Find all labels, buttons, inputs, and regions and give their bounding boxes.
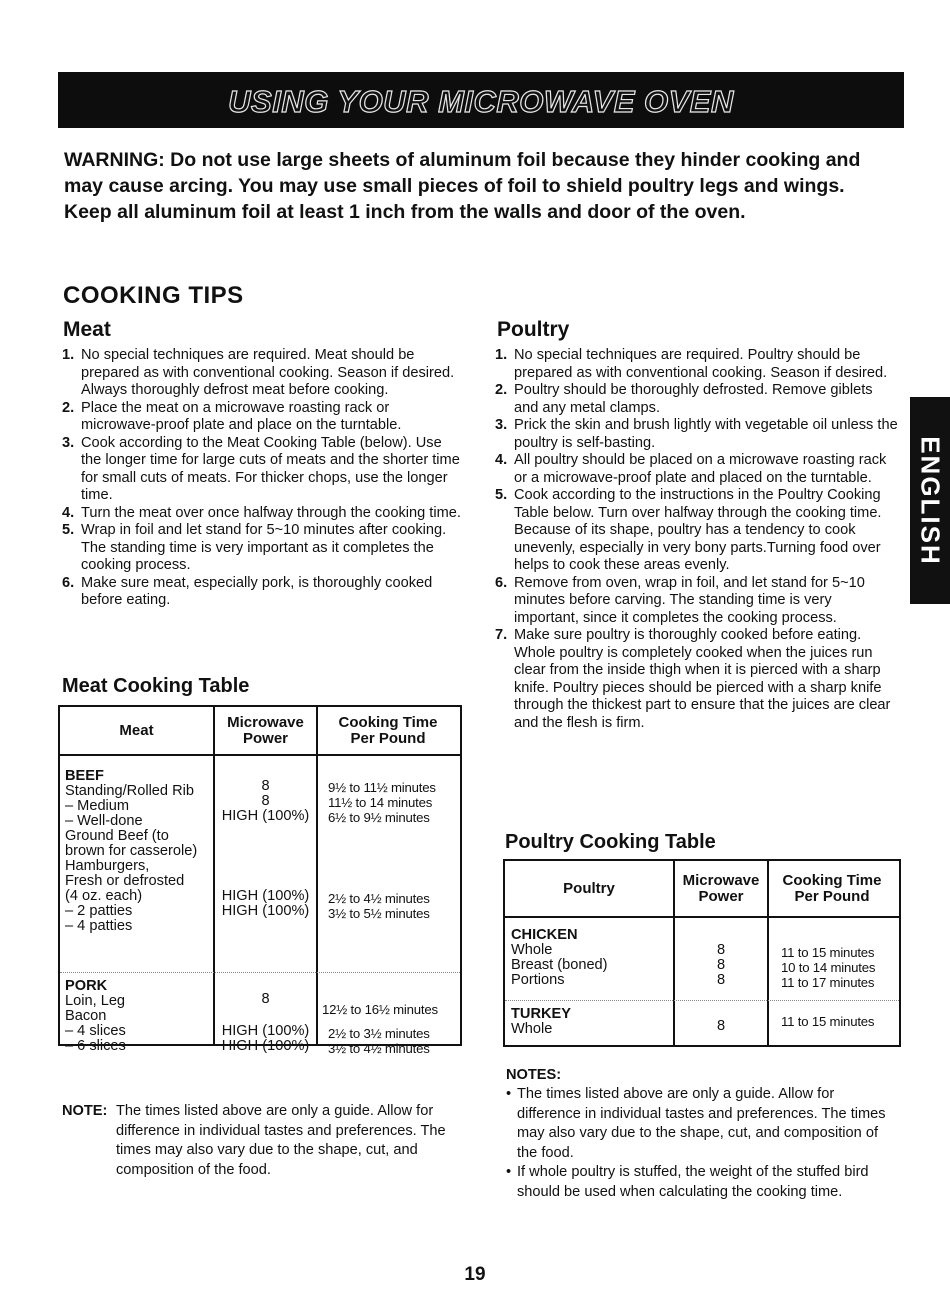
poultry-cooking-table — [503, 859, 901, 1047]
list-item — [62, 575, 462, 610]
list-item — [62, 435, 462, 505]
item-number: 4. — [495, 452, 508, 468]
note-label: NOTE: — [62, 1103, 108, 1119]
table-cell: Standing/Rolled Rib — [65, 783, 194, 799]
item-number: 3. — [62, 434, 75, 451]
column-divider — [767, 861, 769, 1045]
list-item — [62, 347, 462, 400]
meat-note — [62, 1102, 452, 1180]
note-text: The times listed above are only a guide. Allow for difference in individual tastes and preferences. The times may also vary due to the shape, cut, and composition of the food. — [116, 1103, 446, 1178]
poultry-table-heading: Poultry Cooking Table — [505, 831, 716, 853]
meat-heading: Meat — [63, 318, 111, 341]
table-cell: Ground Beef (to — [65, 828, 169, 844]
list-item — [495, 417, 900, 452]
table-cell: Bacon — [65, 1008, 107, 1024]
meat-cooking-table — [58, 705, 462, 1056]
item-text: Wrap in foil and let stand for 5~10 minutes after cooking. The standing time is very important as it completes the cooking process. — [81, 522, 447, 573]
row-divider — [60, 972, 460, 973]
table-cell: 8 — [716, 957, 726, 973]
table-cell: HIGH (100%) — [221, 1038, 310, 1054]
item-text: Cook according to the Meat Cooking Table (below). Use the longer time for large cuts of meats and the shorter time for small cuts of meats. For thicker chops, use the longer time. — [81, 434, 460, 503]
col-header-meat: Meat — [119, 722, 154, 739]
table-cell: 12½ to 16½ minutes — [322, 1002, 438, 1017]
poultry-notes-list — [506, 1085, 896, 1202]
chicken-label: CHICKEN — [511, 927, 578, 943]
table-cell: HIGH (100%) — [221, 1023, 310, 1039]
header-divider — [505, 916, 899, 918]
col-header-power: Microwave Power — [682, 872, 760, 905]
table-cell: Fresh or defrosted — [65, 873, 185, 889]
table-cell: 11 to 17 minutes — [781, 975, 875, 990]
table-cell: HIGH (100%) — [221, 808, 310, 824]
warning-text: WARNING: Do not use large sheets of aluminum foil because they hinder cooking and may cause arcing. You may use small pieces of foil to shield poultry legs and wings. Keep all aluminum foil at least 1 inch from the walls and door of the oven. — [64, 149, 861, 223]
table-cell: – Well-done — [65, 813, 143, 829]
section-title: COOKING TIPS — [63, 282, 244, 309]
table-cell: HIGH (100%) — [221, 903, 310, 919]
item-text: Turn the meat over once halfway through the cooking time. — [81, 504, 461, 521]
item-number: 2. — [62, 399, 75, 416]
col-header-poultry: Poultry — [563, 880, 615, 897]
item-text: Poultry should be thoroughly defrosted. Remove giblets and any metal clamps. — [514, 382, 873, 416]
page-number: 19 — [464, 1264, 486, 1285]
table-cell: 11½ to 14 minutes — [328, 795, 433, 810]
table-cell: – 6 slices — [65, 1038, 126, 1054]
beef-label: BEEF — [65, 768, 104, 784]
item-text: Make sure poultry is thoroughly cooked before eating. Whole poultry is completely cooked when the juices run clear from the inside thigh when it is pierced with a sharp knife. Poultry pieces should be pierced with a sharp knife through the thickest part to ensure that the juices are clear and the flesh is firm. — [514, 627, 891, 731]
note-text: The times listed above are only a guide. Allow for difference in individual tastes and preferences. The times may also vary due to the shape, cut, and composition of the food. — [517, 1086, 886, 1161]
item-text: No special techniques are required. Poultry should be prepared as with conventional cooking. Season if desired. — [514, 347, 888, 381]
list-item — [495, 347, 900, 382]
item-number: 2. — [495, 382, 508, 398]
item-number: 1. — [495, 347, 508, 363]
table-cell: Portions — [511, 972, 565, 988]
table-cell: brown for casserole) — [65, 843, 198, 859]
list-item — [495, 575, 900, 628]
item-text: No special techniques are required. Meat should be prepared as with conventional cooking. Season if desired. Always thoroughly defrost meat before cooking. — [81, 347, 455, 398]
item-text: Remove from oven, wrap in foil, and let stand for 5~10 minutes before carving. The standing time is very important, since it completes the cooking process. — [514, 574, 865, 626]
table-cell: 8 — [261, 991, 270, 1007]
pork-label: PORK — [65, 978, 108, 994]
turkey-label: TURKEY — [511, 1006, 571, 1022]
list-item — [495, 627, 900, 732]
item-number: 4. — [62, 504, 75, 521]
table-cell: 2½ to 3½ minutes — [328, 1026, 430, 1041]
table-cell: 11 to 15 minutes — [781, 1014, 875, 1029]
col-header-power: Microwave Power — [227, 714, 304, 747]
item-text: All poultry should be placed on a microwave roasting rack or a microwave-proof plate and placed on the turntable. — [514, 452, 887, 486]
poultry-heading: Poultry — [497, 318, 570, 341]
table-cell: HIGH (100%) — [221, 888, 310, 904]
list-item — [62, 505, 462, 523]
table-cell: Whole — [511, 1021, 553, 1037]
item-text: Make sure meat, especially pork, is thoroughly cooked before eating. — [81, 574, 433, 608]
side-tab-label: ENGLISH — [915, 435, 946, 566]
item-text: Place the meat on a microwave roasting rack or microwave-proof plate and place on the turntable. — [81, 399, 402, 433]
item-number: 1. — [62, 347, 75, 363]
list-item — [495, 487, 900, 575]
item-number: 5. — [495, 487, 508, 503]
table-cell: 2½ to 4½ minutes — [328, 891, 430, 906]
item-number: 6. — [495, 574, 508, 591]
table-cell: 9½ to 11½ minutes — [328, 780, 436, 795]
meat-table-heading: Meat Cooking Table — [62, 675, 250, 697]
header-divider — [60, 754, 460, 756]
col-header-time: Cooking Time Per Pound — [338, 714, 438, 747]
item-number: 6. — [62, 574, 75, 591]
table-cell: 11 to 15 minutes — [781, 945, 875, 960]
table-cell: – 4 slices — [65, 1023, 126, 1039]
table-cell: – 2 patties — [65, 903, 133, 919]
table-cell: Loin, Leg — [65, 993, 126, 1009]
list-item — [62, 522, 462, 575]
list-item — [495, 452, 900, 487]
list-item — [62, 400, 462, 435]
row-divider — [505, 1000, 899, 1001]
list-item — [506, 1163, 896, 1202]
table-cell: 8 — [716, 1018, 726, 1034]
note-text: If whole poultry is stuffed, the weight of the stuffed bird should be used when calculating the cooking time. — [517, 1164, 869, 1200]
item-text: Cook according to the instructions in the Poultry Cooking Table below. Turn over halfway through the cooking time. Because of its shape, poultry has a tendency to cook unevenly, especially in very bony parts.Turning food over helps to cook these areas evenly. — [514, 487, 882, 573]
bullet-icon: • — [506, 1164, 512, 1180]
col-header-time: Cooking Time Per Pound — [782, 872, 882, 905]
table-cell: 3½ to 4½ minutes — [328, 1041, 430, 1056]
table-cell: Whole — [511, 942, 553, 958]
poultry-tips-list — [495, 347, 900, 732]
table-cell: 8 — [261, 793, 270, 809]
item-number: 7. — [495, 627, 508, 643]
column-divider — [316, 707, 318, 1044]
table-cell: 8 — [716, 972, 726, 988]
table-cell: – 4 patties — [65, 918, 133, 934]
language-side-tab — [910, 397, 950, 604]
table-cell: 8 — [716, 942, 726, 958]
table-cell: Breast (boned) — [511, 957, 608, 973]
list-item — [495, 382, 900, 417]
table-cell: Hamburgers, — [65, 858, 150, 874]
item-number: 5. — [62, 522, 75, 538]
table-cell: 8 — [261, 778, 270, 794]
table-cell: 3½ to 5½ minutes — [328, 906, 430, 921]
bullet-icon: • — [506, 1086, 512, 1102]
poultry-notes-heading: NOTES: — [506, 1067, 562, 1083]
banner-title: USING YOUR MICROWAVE OVEN — [228, 84, 734, 119]
table-cell: 10 to 14 minutes — [781, 960, 876, 975]
table-cell: – Medium — [65, 798, 130, 814]
item-number: 3. — [495, 417, 508, 433]
meat-tips-list — [62, 347, 462, 610]
table-cell: 6½ to 9½ minutes — [328, 810, 430, 825]
list-item — [506, 1085, 896, 1163]
table-cell: (4 oz. each) — [65, 888, 143, 904]
page-banner — [58, 72, 904, 128]
item-text: Prick the skin and brush lightly with vegetable oil unless the poultry is self-basting. — [514, 417, 898, 451]
